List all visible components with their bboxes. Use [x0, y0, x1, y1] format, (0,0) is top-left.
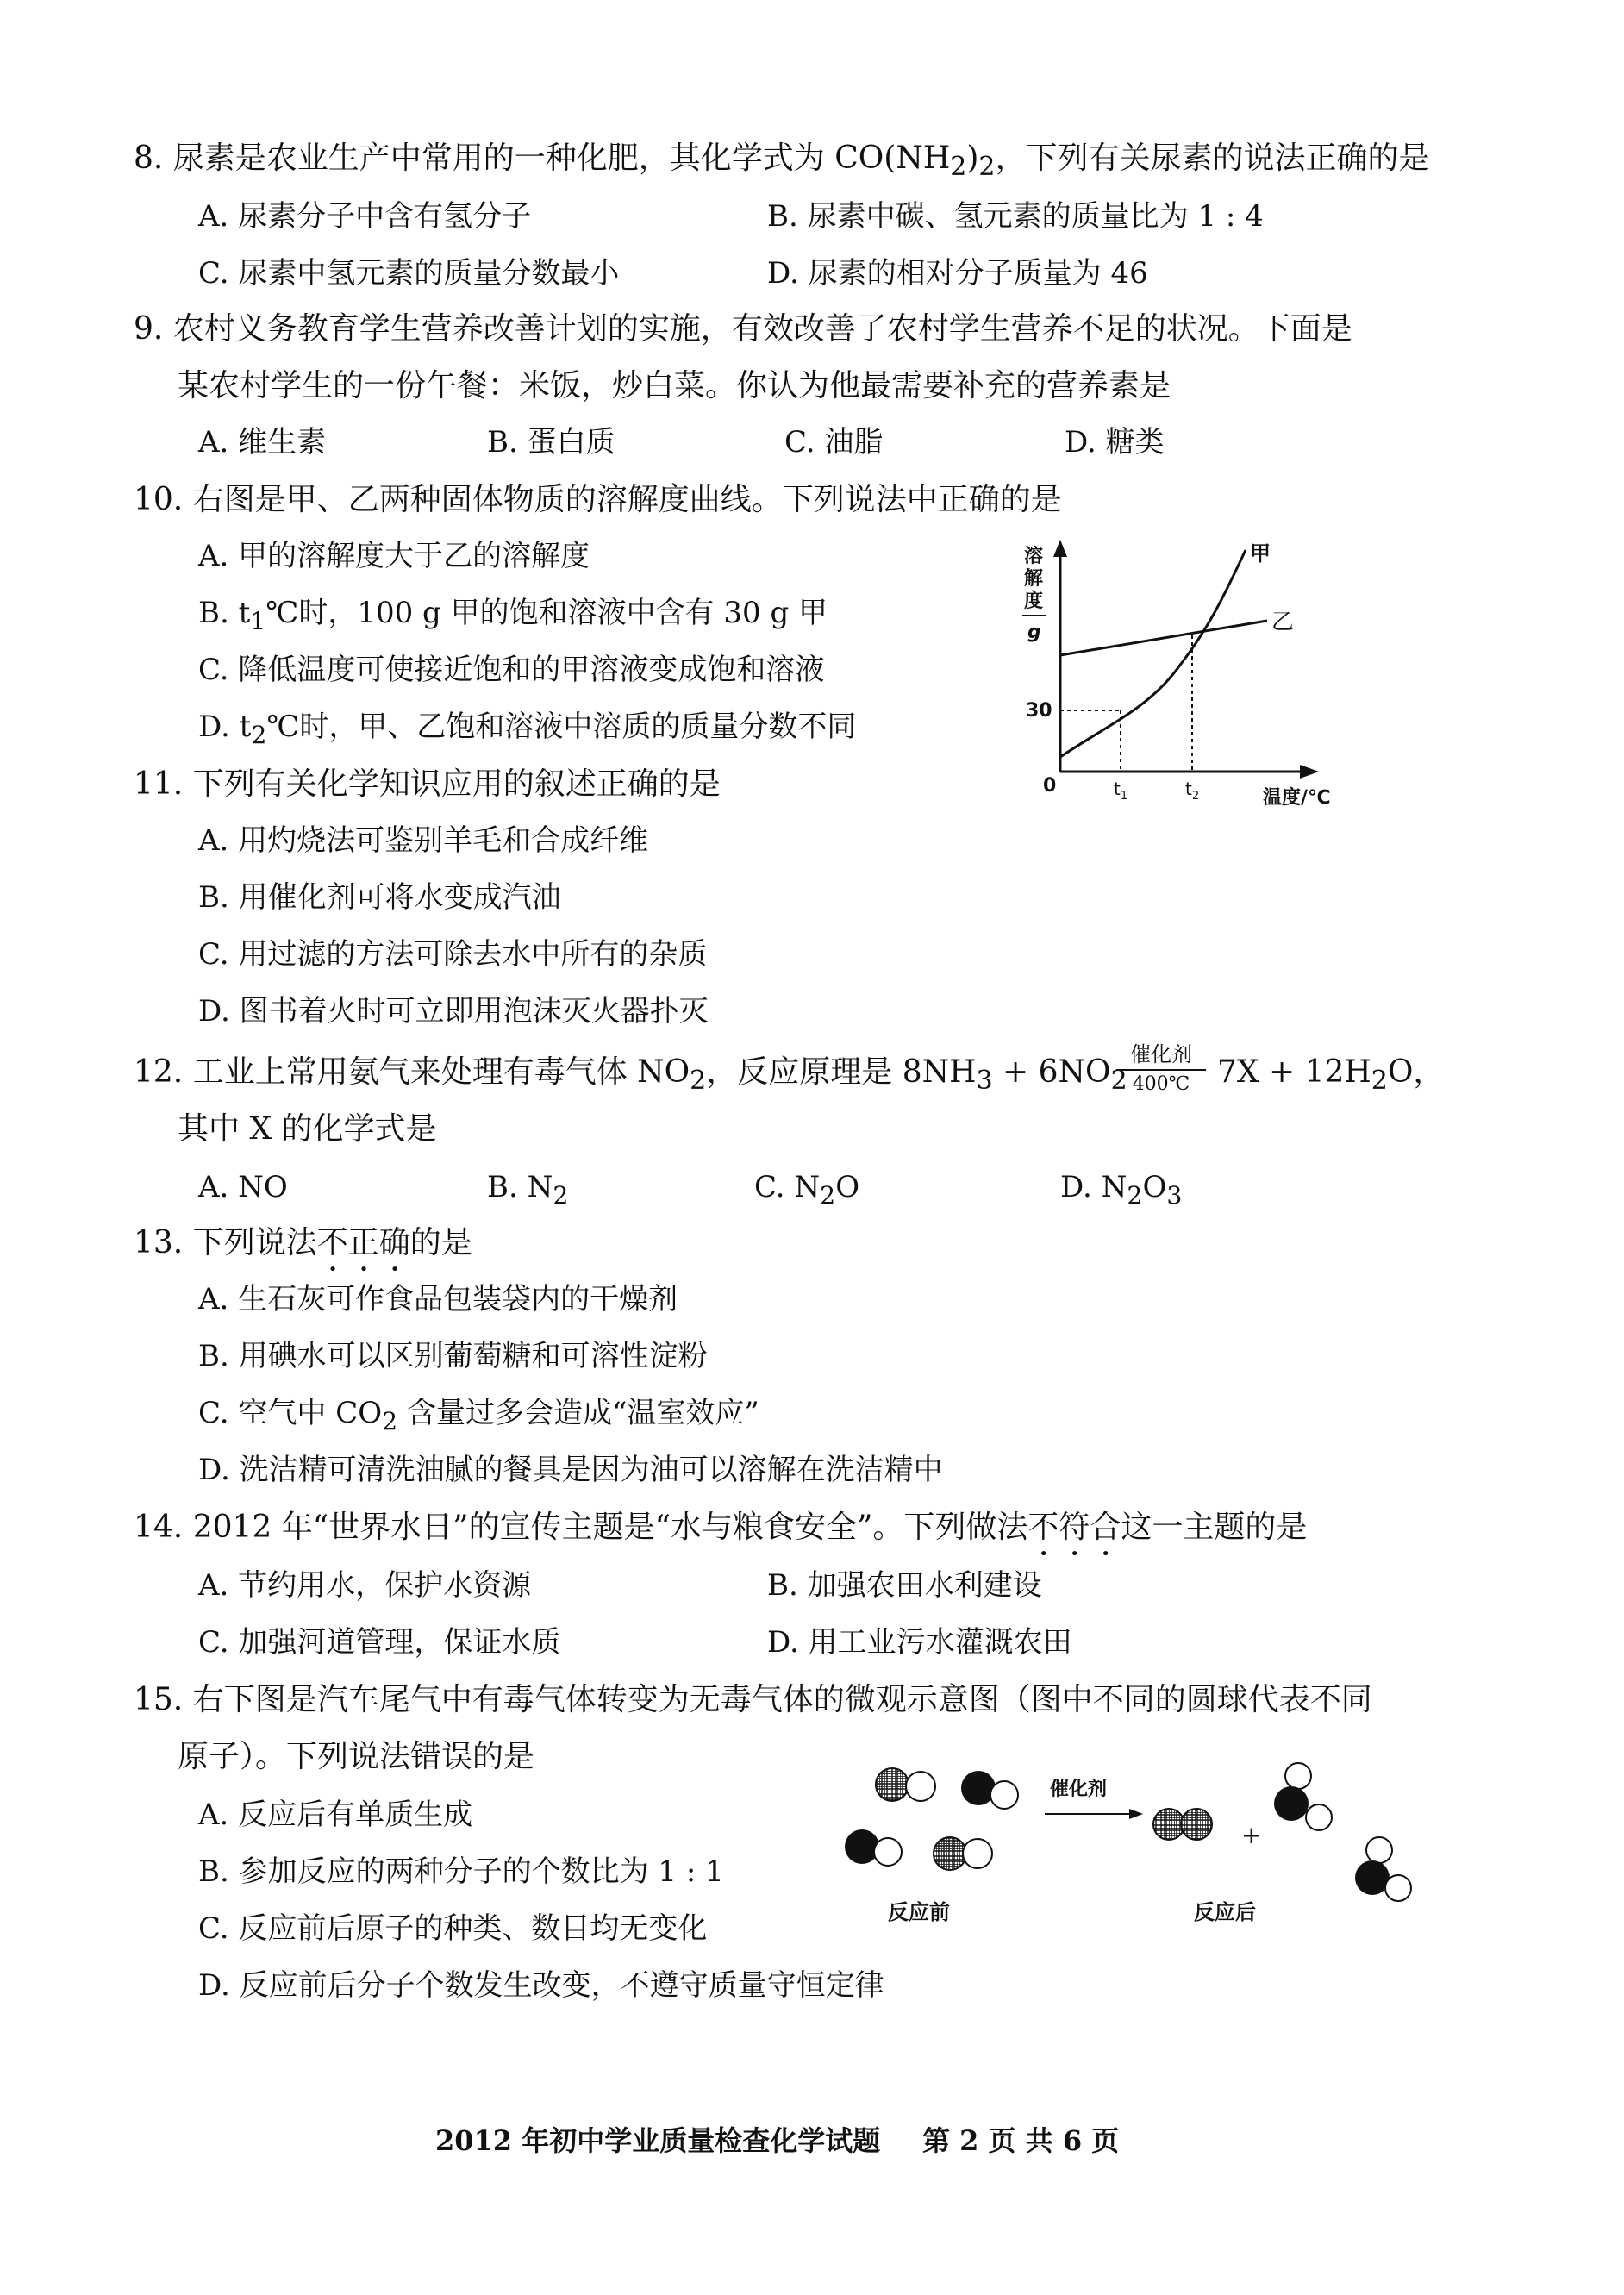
diagram-plus-sign: + — [1241, 1821, 1262, 1849]
q13-option-c — [198, 1395, 759, 1440]
q12-subscript: 3 — [976, 1066, 993, 1097]
q12-stem-line2: 其中 X 的化学式是 — [178, 1111, 437, 1147]
q13-subscript: 2 — [382, 1406, 398, 1435]
q9-option-d: D. 糖类 — [1065, 425, 1165, 460]
q12-option-b — [487, 1169, 568, 1214]
molecule-co-2 — [934, 1837, 992, 1870]
q12-subscript: 2 — [1127, 1180, 1143, 1210]
q12-stem-text: 12. 工业上常用氨气来处理有毒气体 NO — [134, 1054, 690, 1090]
q9-stem-line2: 某农村学生的一份午餐：米饭，炒白菜。你认为他最需要补充的营养素是 — [178, 368, 1171, 403]
series-jia-curve — [1060, 550, 1246, 757]
series-yi-label: 乙 — [1271, 610, 1295, 635]
q9-stem-line1: 9. 农村义务教育学生营养改善计划的实施，有效改善了农村学生营养不足的状况。下面是 — [134, 311, 1352, 347]
q15-option-b: B. 参加反应的两种分子的个数比为 1 : 1 — [198, 1854, 724, 1889]
q10-option-b-text: B. t — [198, 596, 251, 630]
q10-option-b — [198, 595, 828, 640]
q10-subscript: 1 — [250, 606, 266, 635]
q12-option-d-text: D. N — [1060, 1170, 1127, 1204]
y-axis-label-unit: g — [1027, 622, 1041, 643]
q15-option-d: D. 反应前后分子个数发生改变，不遵守质量守恒定律 — [198, 1968, 884, 2003]
q12-subscript: 2 — [1371, 1066, 1388, 1097]
q14-option-b: B. 加强农田水利建设 — [767, 1568, 1042, 1603]
q12-subscript: 2 — [553, 1180, 569, 1210]
diagram-after-label: 反应后 — [1194, 1900, 1256, 1924]
q14-option-c: C. 加强河道管理，保证水质 — [198, 1625, 561, 1660]
q9-option-c: C. 油脂 — [784, 425, 884, 460]
q12-option-c-text: C. N — [754, 1170, 821, 1204]
q12-option-d — [1060, 1169, 1182, 1214]
reaction-diagram — [828, 1750, 1431, 1948]
q14-stem-text: 14. 2012 年“世界水日”的宣传主题是“水与粮食安全”。下列做法 — [134, 1510, 1028, 1545]
q14-option-d: D. 用工业污水灌溉农田 — [767, 1625, 1072, 1660]
q11-option-c: C. 用过滤的方法可除去水中所有的杂质 — [198, 937, 708, 972]
q9-option-b: B. 蛋白质 — [487, 425, 615, 460]
series-jia-label: 甲 — [1250, 541, 1271, 566]
q12-equation-left: ，反应原理是 8NH — [706, 1054, 977, 1090]
q10-stem: 10. 右图是甲、乙两种固体物质的溶解度曲线。下列说法中正确的是 — [134, 482, 1062, 517]
molecule-product-2 — [1274, 1763, 1332, 1830]
q12-equation-left: + 6NO — [992, 1054, 1111, 1090]
x-axis-arrow — [1300, 765, 1319, 779]
diagram-catalyst-label: 催化剂 — [1050, 1779, 1108, 1800]
q12-option-a: A. NO — [198, 1170, 288, 1204]
q12-arrow-line — [1116, 1069, 1206, 1071]
footer-page-number: 第 2 页 共 6 页 — [922, 2124, 1120, 2157]
y-axis-label-char3: 度 — [1024, 591, 1044, 612]
q8-option-c: C. 尿素中氢元素的质量分数最小 — [198, 256, 620, 291]
q12-option-d-text: O — [1142, 1170, 1167, 1204]
q8-stem-text: ) — [966, 141, 979, 176]
q12-subscript: 2 — [690, 1066, 707, 1097]
q13-option-a: A. 生石灰可作食品包装袋内的干燥剂 — [198, 1282, 678, 1316]
q15-option-c: C. 反应前后原子的种类、数目均无变化 — [198, 1911, 708, 1946]
q12-equation-right-text: 7X + 12H — [1217, 1054, 1371, 1090]
q12-catalyst-label: 催化剂 — [1130, 1042, 1192, 1066]
q10-option-b-text: ℃时，100 g 甲的饱和溶液中含有 30 g 甲 — [265, 596, 828, 630]
q12-option-b-text: B. N — [487, 1170, 553, 1204]
q10-option-a: A. 甲的溶解度大于乙的溶解度 — [198, 539, 590, 573]
q13-option-c-text: 含量过多会造成“温室效应” — [397, 1396, 759, 1430]
solubility-chart — [1009, 535, 1371, 819]
series-yi-curve — [1060, 621, 1267, 655]
q13-emphasis: 不正确 — [316, 1225, 410, 1260]
x-tick-t1: $t_1$ — [1114, 779, 1128, 803]
q12-equation-right — [1217, 1054, 1444, 1100]
q10-option-d-text: D. t — [198, 710, 252, 744]
q13-stem — [134, 1224, 472, 1279]
q12-condition-label: 400℃ — [1132, 1073, 1190, 1095]
origin-label: 0 — [1043, 775, 1057, 797]
q10-option-d-text: ℃时，甲、乙饱和溶液中溶质的质量分数不同 — [266, 710, 857, 744]
molecule-no2-1 — [961, 1771, 1018, 1809]
y-tick-30: 30 — [1026, 700, 1052, 722]
q11-stem: 11. 下列有关化学知识应用的叙述正确的是 — [134, 766, 721, 802]
q14-stem — [134, 1509, 1307, 1563]
y-axis-label-char2: 解 — [1024, 568, 1044, 590]
q12-stem — [134, 1054, 1127, 1100]
q13-option-b: B. 用碘水可以区别葡萄糖和可溶性淀粉 — [198, 1339, 708, 1373]
molecule-no2-2 — [845, 1829, 902, 1866]
footer-title: 2012 年初中学业质量检查化学试题 — [435, 2124, 881, 2157]
diagram-arrow-head — [1129, 1809, 1143, 1819]
q8-option-b: B. 尿素中碳、氢元素的质量比为 1 : 4 — [767, 199, 1264, 234]
q12-subscript: 2 — [820, 1180, 836, 1210]
diagram-before-label: 反应前 — [888, 1900, 950, 1924]
q13-stem-text: 的是 — [409, 1225, 472, 1260]
q12-subscript: 3 — [1166, 1180, 1183, 1210]
y-axis-arrow — [1053, 540, 1067, 557]
q8-stem-text: ，下列有关尿素的说法正确的是 — [995, 141, 1430, 176]
q13-option-c-text: C. 空气中 CO — [198, 1396, 383, 1430]
molecule-product-1 — [1153, 1809, 1212, 1840]
q12-subscript: 2 — [1110, 1066, 1127, 1097]
q8-option-d: D. 尿素的相对分子质量为 46 — [767, 256, 1148, 291]
q11-option-a: A. 用灼烧法可鉴别羊毛和合成纤维 — [198, 823, 649, 858]
molecule-product-3 — [1355, 1837, 1411, 1901]
q10-option-c: C. 降低温度可使接近饱和的甲溶液变成饱和溶液 — [198, 653, 825, 687]
q10-subscript: 2 — [251, 720, 267, 749]
q8-option-a: A. 尿素分子中含有氢分子 — [198, 199, 532, 234]
y-axis-label-char1: 溶 — [1024, 546, 1044, 567]
q15-stem-line2: 原子）。下列说法错误的是 — [178, 1739, 535, 1774]
x-tick-t2: $t_2$ — [1185, 779, 1200, 803]
q12-option-c-text: O — [835, 1170, 860, 1204]
q15-option-a: A. 反应后有单质生成 — [198, 1798, 473, 1832]
q12-option-c — [754, 1169, 859, 1214]
q11-option-b: B. 用催化剂可将水变成汽油 — [198, 880, 561, 915]
q13-stem-text: 13. 下列说法 — [134, 1225, 317, 1260]
q12-reaction-arrow — [1116, 1041, 1206, 1097]
q8-subscript: 2 — [978, 152, 996, 183]
q14-stem-text: 这一主题的是 — [1121, 1510, 1308, 1545]
q10-option-d — [198, 709, 856, 754]
q12-equation-right-text: O， — [1387, 1054, 1445, 1090]
q11-option-d: D. 图书着火时可立即用泡沫灭火器扑灭 — [198, 994, 709, 1029]
q8-stem-text: 8. 尿素是农业生产中常用的一种化肥，其化学式为 CO(NH — [134, 141, 951, 176]
q13-option-d: D. 洗洁精可清洗油腻的餐具是因为油可以溶解在洗洁精中 — [198, 1453, 943, 1487]
q8-subscript: 2 — [950, 152, 967, 183]
q14-emphasis: 不符合 — [1027, 1510, 1121, 1545]
q9-option-a: A. 维生素 — [198, 425, 327, 460]
x-axis-label: 温度/℃ — [1263, 787, 1331, 809]
molecule-co-1 — [876, 1768, 935, 1801]
q8-stem — [134, 140, 1429, 186]
q15-stem-line1: 15. 右下图是汽车尾气中有毒气体转变为无毒气体的微观示意图（图中不同的圆球代表不同 — [134, 1682, 1372, 1717]
q14-option-a: A. 节约用水，保护水资源 — [198, 1568, 532, 1603]
